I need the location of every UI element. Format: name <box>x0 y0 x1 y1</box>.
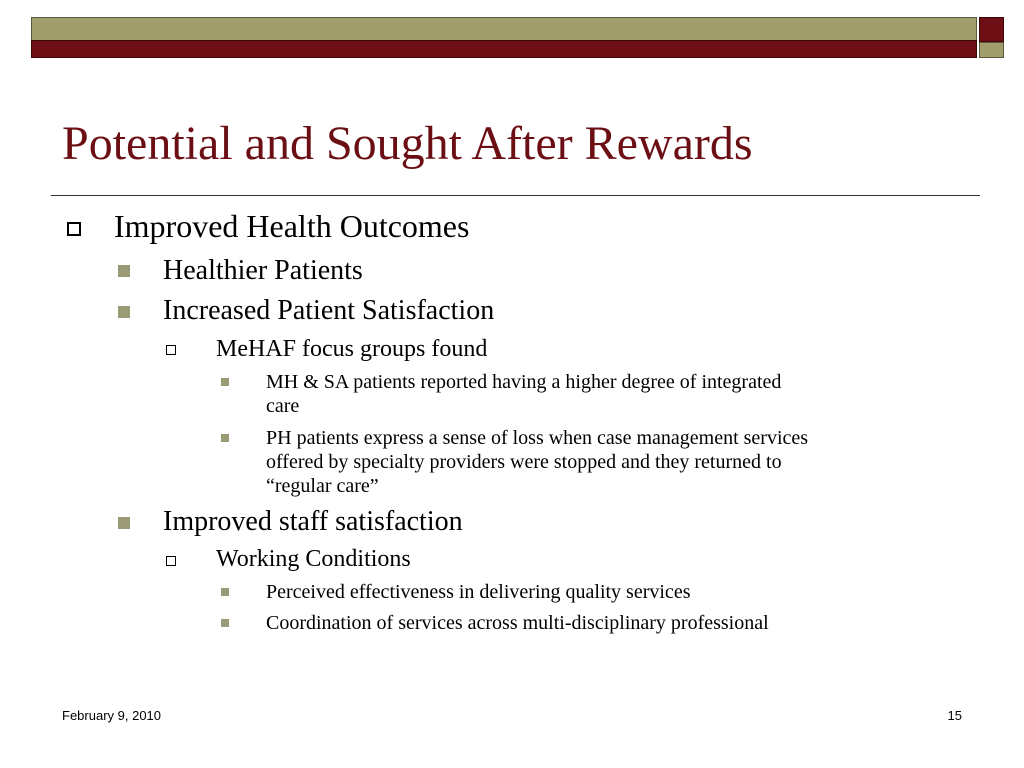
header-band-maroon <box>31 40 977 58</box>
solid-square-bullet-icon <box>118 265 130 277</box>
bullet-mh-sa-line-1: MH & SA patients reported having a higher degree of integrated <box>266 371 782 393</box>
bullet-improved-staff-satisfaction: Improved staff satisfaction <box>163 506 463 537</box>
header-square-maroon <box>979 17 1004 42</box>
bullet-coordination-of-services: Coordination of services across multi-disciplinary professional <box>266 612 769 634</box>
solid-square-bullet-icon <box>118 517 130 529</box>
header-square-olive <box>979 42 1004 58</box>
solid-square-bullet-icon <box>221 588 229 596</box>
bullet-ph-line-1: PH patients express a sense of loss when case management services <box>266 427 809 449</box>
solid-square-bullet-icon <box>118 306 130 318</box>
bullet-ph-line-3: “regular care” <box>266 475 379 497</box>
header-band-olive <box>31 17 977 41</box>
solid-square-bullet-icon <box>221 434 229 442</box>
bullet-working-conditions: Working Conditions <box>216 546 411 572</box>
bullet-mh-sa-patients <box>266 370 781 418</box>
bullet-healthier-patients: Healthier Patients <box>163 255 363 286</box>
hollow-square-bullet-icon <box>166 345 176 355</box>
slide-title: Potential and Sought After Rewards <box>62 117 753 170</box>
footer-date: February 9, 2010 <box>62 708 162 723</box>
hollow-square-bullet-icon <box>166 556 176 566</box>
solid-square-bullet-icon <box>221 619 229 627</box>
bullet-perceived-effectiveness: Perceived effectiveness in delivering quality services <box>266 581 691 603</box>
solid-square-bullet-icon <box>221 378 229 386</box>
footer-page-number: 15 <box>947 708 962 723</box>
bullet-improved-health-outcomes: Improved Health Outcomes <box>114 208 470 244</box>
bullet-ph-patients <box>266 426 808 498</box>
bullet-increased-patient-satisfaction: Increased Patient Satisfaction <box>163 295 495 326</box>
bullet-mehaf-focus-groups: MeHAF focus groups found <box>216 336 488 362</box>
hollow-square-bullet-icon <box>67 222 81 236</box>
bullet-mh-sa-line-2: care <box>266 395 300 417</box>
title-divider <box>51 195 980 196</box>
bullet-ph-line-2: offered by specialty providers were stopped and they returned to <box>266 451 782 473</box>
